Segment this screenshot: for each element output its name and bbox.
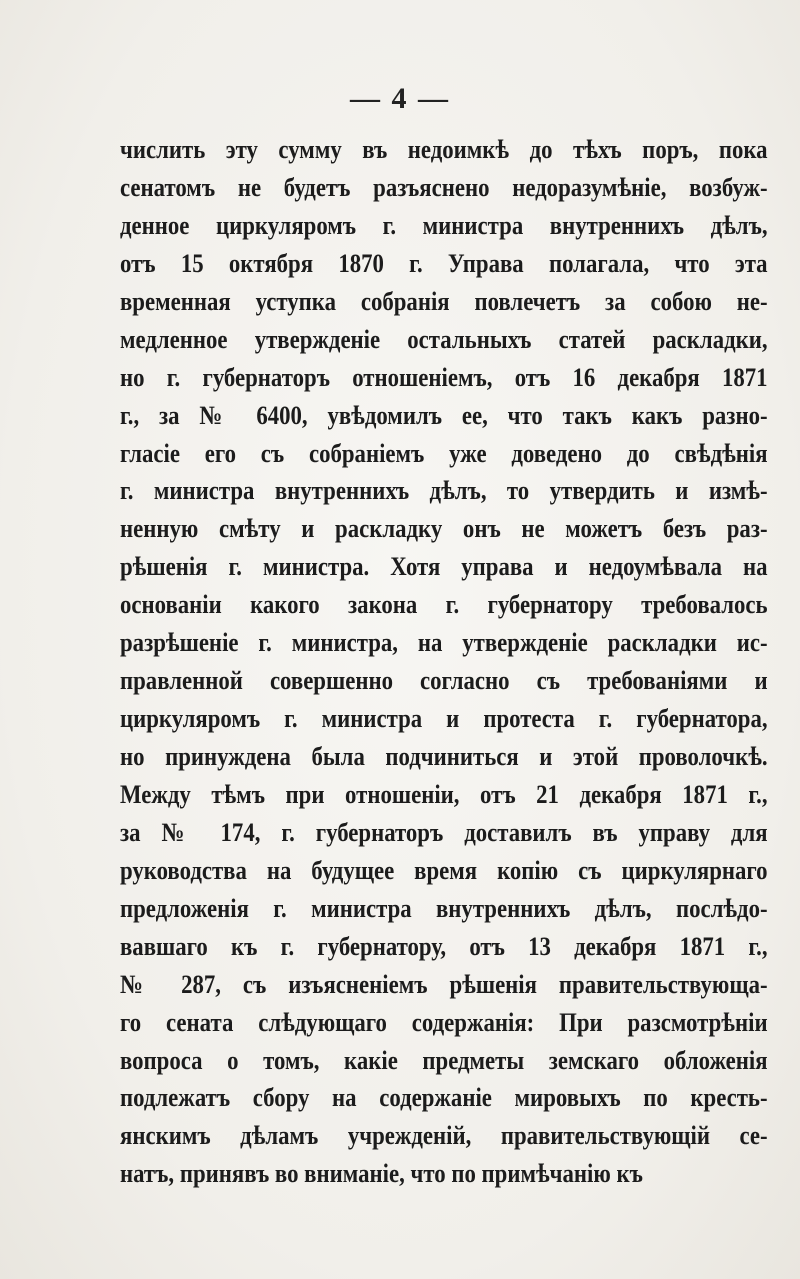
text-line: натъ, принявъ во вниманіе, что по примѣчанію къ — [120, 1158, 643, 1189]
text-line: подлежатъ сбору на содержаніе мировыхъ по кресть- — [120, 1082, 768, 1113]
text-line: вопроса о томъ, какіе предметы земскаго обложенія — [120, 1044, 768, 1075]
text-line: г., за № 6400, увѣдомилъ ее, что такъ какъ разно- — [120, 399, 768, 430]
text-line: отъ 15 октября 1870 г. Управа полагала, что эта — [120, 247, 768, 278]
text-line: Между тѣмъ при отношеніи, отъ 21 декабря 1871 г., — [120, 778, 768, 809]
body-text — [120, 131, 768, 1193]
text-line: го сената слѣдующаго содержанія: При разсмотрѣніи — [120, 1006, 768, 1037]
text-line: предложенія г. министра внутреннихъ дѣлъ, послѣдо- — [120, 892, 768, 923]
text-line: сенатомъ не будетъ разъяснено недоразумѣніе, возбуж- — [120, 171, 768, 202]
text-line: ненную смѣту и раскладку онъ не можетъ безъ раз- — [120, 513, 768, 544]
text-line: гласіе его съ собраніемъ уже доведено до свѣдѣнія — [120, 437, 768, 468]
text-line: руководства на будущее время копію съ циркулярнаго — [120, 854, 768, 885]
text-line: вавшаго къ г. губернатору, отъ 13 декабря 1871 г., — [120, 930, 768, 961]
text-line: но принуждена была подчиниться и этой проволочкѣ. — [120, 741, 768, 771]
text-line: числить эту сумму въ недоимкѣ до тѣхъ поръ, пока — [120, 134, 768, 164]
text-line: рѣшенія г. министра. Хотя управа и недоумѣвала на — [120, 551, 768, 582]
text-line: разрѣшеніе г. министра, на утвержденіе раскладки ис- — [120, 627, 768, 658]
text-line: основаніи какого закона г. губернатору требовалось — [120, 589, 768, 620]
page-number: — 4 — — [350, 82, 450, 115]
text-line: № 287, съ изъясненіемъ рѣшенія правительствующа- — [120, 968, 768, 999]
text-line: медленное утвержденіе остальныхъ статей раскладки, — [120, 323, 768, 354]
text-line: но г. губернаторъ отношеніемъ, отъ 16 декабря 1871 — [120, 361, 768, 392]
text-line: г. министра внутреннихъ дѣлъ, то утвердить и измѣ- — [120, 475, 768, 506]
text-line: временная уступка собранія повлечетъ за собою не- — [120, 285, 768, 316]
text-line: циркуляромъ г. министра и протеста г. губернатора, — [120, 703, 768, 734]
text-line: за № 174, г. губернаторъ доставилъ въ управу для — [120, 816, 768, 847]
text-line: денное циркуляромъ г. министра внутреннихъ дѣлъ, — [120, 209, 768, 240]
text-line: янскимъ дѣламъ учрежденій, правительствующій се- — [120, 1120, 768, 1151]
text-line: правленной совершенно согласно съ требованіями и — [120, 665, 768, 696]
